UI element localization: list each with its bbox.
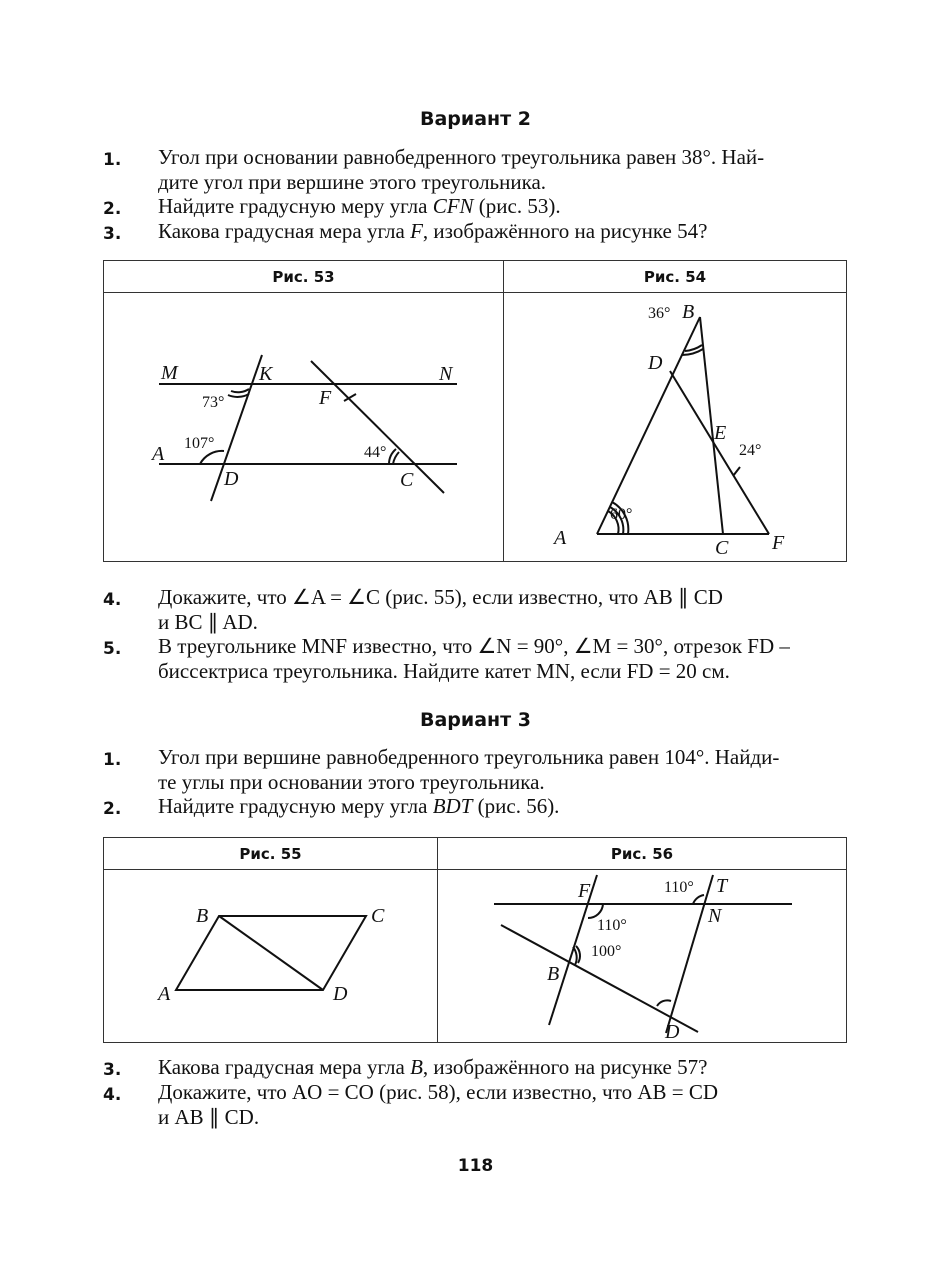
problem-text (158, 1055, 707, 1080)
angle-name: BDT (432, 794, 473, 818)
problem-prefix: Найдите градусную меру угла (158, 794, 433, 818)
angle-label-100: 100° (591, 943, 622, 960)
angle-label-60: 60° (610, 506, 633, 523)
figure-caption: Рис. 54 (504, 261, 846, 293)
figure-53-cell (104, 261, 504, 561)
problem-number: 4. (103, 590, 122, 610)
transversal-fc (311, 361, 444, 493)
problem-number: 2. (103, 799, 122, 819)
figure-54-cell (504, 261, 846, 561)
angle-arc-107 (200, 451, 224, 464)
angle-name: B (410, 1055, 423, 1079)
problem-line: В треугольнике MNF известно, что ∠N = 90°, ∠M = 30°, отрезок FD – (158, 634, 790, 658)
problem-line: Докажите, что ∠A = ∠C (рис. 55), если известно, что AB ∥ CD (158, 585, 723, 609)
figure-caption: Рис. 53 (104, 261, 503, 293)
angle-label-44: 44° (364, 444, 387, 461)
figure-caption: Рис. 55 (104, 838, 437, 870)
problem-number: 5. (103, 639, 122, 659)
problem-prefix: Какова градусная мера угла (158, 1055, 411, 1079)
label-a: A (152, 443, 165, 465)
angle-arc-73 (231, 389, 249, 392)
problem-text (158, 194, 561, 219)
label-b: B (196, 905, 209, 927)
problem-text (158, 145, 764, 195)
figure-56-diagram (438, 838, 846, 1042)
angle-arc-44b (393, 452, 399, 464)
angle-label-24: 24° (739, 442, 762, 459)
problem-line: Угол при вершине равнобедренного треугольника равен 104°. Найди- (158, 745, 780, 769)
tick-f (733, 467, 740, 476)
variant3-title: Вариант 3 (419, 709, 531, 731)
problem-text (158, 745, 779, 795)
label-f: F (578, 880, 591, 902)
label-a: A (158, 983, 171, 1005)
label-d: D (224, 468, 239, 490)
angle-label-36: 36° (648, 305, 671, 322)
label-b: B (682, 301, 695, 323)
problem-suffix: (рис. 56). (472, 794, 560, 818)
problem-prefix: Найдите градусную меру угла (158, 194, 433, 218)
figure-54-diagram (504, 261, 846, 561)
label-k: K (259, 363, 273, 385)
figure-55-diagram (104, 838, 437, 1042)
figure-55-cell (104, 838, 438, 1042)
problem-text (158, 794, 559, 819)
label-f: F (319, 387, 332, 409)
problem-prefix: Какова градусная мера угла (158, 219, 411, 243)
label-f: F (772, 532, 785, 554)
angle-arc-110-top (693, 895, 704, 904)
label-c: C (371, 905, 385, 927)
problem-number: 2. (103, 199, 122, 219)
figure-table-53-54 (103, 260, 847, 562)
angle-name: F (410, 219, 423, 243)
figure-caption: Рис. 56 (438, 838, 846, 870)
problem-suffix: , изображённого на рисунке 54? (422, 219, 708, 243)
label-n: N (708, 905, 722, 927)
problem-line: дите угол при вершине этого треугольника. (158, 170, 547, 194)
problem-number: 1. (103, 150, 122, 170)
label-d: D (665, 1021, 680, 1043)
problem-text (158, 1080, 718, 1130)
label-b: B (547, 963, 560, 985)
angle-arc-d (657, 1000, 671, 1006)
problem-suffix: , изображённого на рисунке 57? (422, 1055, 708, 1079)
line-t-transversal (666, 875, 713, 1033)
label-e: E (714, 422, 727, 444)
label-c: C (400, 469, 414, 491)
problem-text (158, 634, 790, 684)
problem-line: биссектриса треугольника. Найдите катет MN, если FD = 20 см. (158, 659, 730, 683)
angle-label-110-top: 110° (664, 879, 694, 896)
problem-line: и BC ∥ AD. (158, 610, 258, 634)
problem-number: 1. (103, 750, 122, 770)
label-c: C (715, 537, 729, 559)
problem-suffix: (рис. 53). (473, 194, 561, 218)
angle-label-73: 73° (202, 394, 225, 411)
label-d: D (333, 983, 348, 1005)
angle-arc-73b (228, 394, 249, 397)
problem-text (158, 585, 723, 635)
line-bd (501, 925, 698, 1032)
figure-56-cell (438, 838, 846, 1042)
page-number: 118 (457, 1156, 494, 1176)
variant2-title: Вариант 2 (419, 108, 531, 130)
problem-number: 3. (103, 224, 122, 244)
problem-line: те углы при основании этого треугольника. (158, 770, 545, 794)
angle-arc-110-left (588, 904, 603, 918)
label-d: D (648, 352, 663, 374)
label-n: N (439, 363, 453, 385)
problem-line: Угол при основании равнобедренного треугольника равен 38°. Най- (158, 145, 765, 169)
figure-table-55-56 (103, 837, 847, 1043)
label-m: M (161, 362, 178, 384)
problem-number: 3. (103, 1060, 122, 1080)
diagonal-bd (219, 916, 323, 990)
figure-53-diagram (104, 261, 503, 561)
problem-text (158, 219, 707, 244)
label-a: A (554, 527, 567, 549)
angle-label-110: 110° (597, 917, 627, 934)
problem-number: 4. (103, 1085, 122, 1105)
problem-line: Докажите, что AO = CO (рис. 58), если известно, что AB = CD (158, 1080, 719, 1104)
angle-label-107: 107° (184, 435, 215, 452)
problem-line: и AB ∥ CD. (158, 1105, 260, 1129)
angle-name: CFN (432, 194, 474, 218)
label-t: T (716, 875, 728, 897)
